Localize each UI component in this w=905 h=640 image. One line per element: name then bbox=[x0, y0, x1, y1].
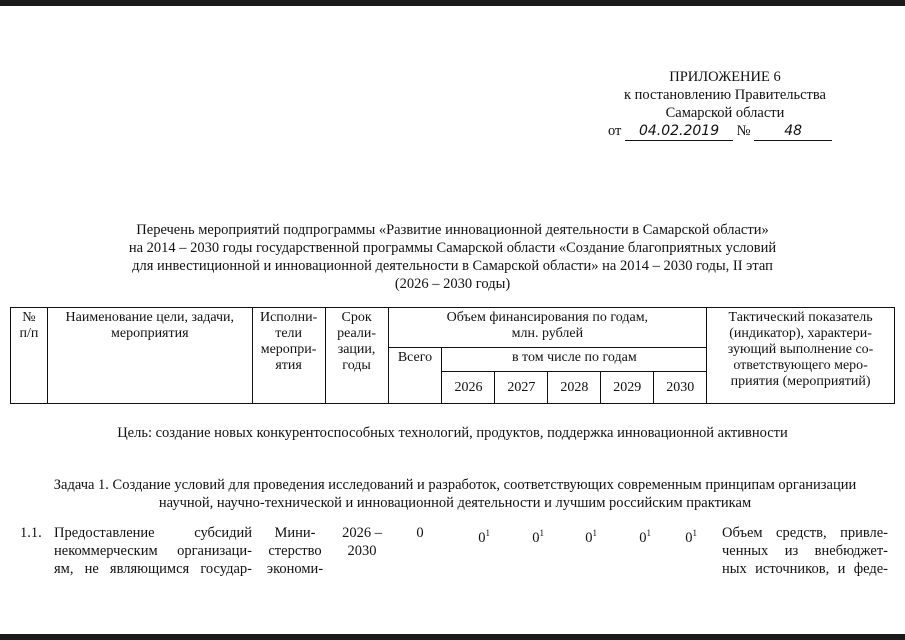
header-text: Исполни- bbox=[259, 310, 318, 325]
header-text: ятия bbox=[275, 358, 302, 373]
task-line: научной, научно-технической и инновационной деятельности и лучшим российским практикам bbox=[158, 495, 752, 511]
row-year-2028: $0^1$ bbox=[585, 528, 597, 546]
appendix-line2: к постановлению Правительства bbox=[624, 87, 826, 103]
from-label: от bbox=[608, 123, 622, 139]
row-executor bbox=[262, 524, 328, 578]
header-num bbox=[11, 308, 48, 404]
header-year: 2026 bbox=[442, 372, 495, 404]
row-year-2029: $0^1$ bbox=[639, 528, 651, 546]
row-name-line: некоммерческим организаци- bbox=[54, 543, 252, 559]
handwritten-number: 48 bbox=[754, 122, 832, 141]
header-name bbox=[47, 308, 252, 404]
handwritten-date: 04.02.2019 bbox=[625, 122, 733, 141]
row-name bbox=[54, 524, 252, 578]
header-year: 2027 bbox=[495, 372, 548, 404]
appendix-date-line bbox=[560, 122, 890, 141]
row-indicator-line: Объем средств, привле- bbox=[722, 525, 888, 541]
title-line: (2026 – 2030 годы) bbox=[394, 276, 511, 292]
header-text: меропри- bbox=[260, 342, 317, 357]
header-indicator bbox=[707, 308, 895, 404]
goal-statement: Цель: создание новых конкурентоспособных технологий, продуктов, поддержка инновационной активности bbox=[117, 425, 788, 441]
row-name-line: Предоставление субсидий bbox=[54, 525, 252, 541]
header-text: зации, bbox=[337, 342, 376, 357]
task-line: Задача 1. Создание условий для проведения исследований и разработок, соответствующих современным принципам организации bbox=[53, 477, 857, 493]
header-text: реали- bbox=[337, 326, 376, 341]
row-term-line: 2026 – bbox=[342, 525, 382, 541]
row-name-line: ям, не являющимся государ- bbox=[54, 561, 252, 577]
number-label: № bbox=[736, 123, 751, 139]
header-text: Наименование цели, задачи, bbox=[65, 310, 235, 325]
task-statement bbox=[25, 476, 885, 512]
appendix-line3: Самарской области bbox=[665, 105, 785, 121]
row-indicator bbox=[722, 524, 888, 578]
title-line: на 2014 – 2030 годы государственной программы Самарской области «Создание благоприятных условий bbox=[128, 240, 777, 256]
header-text: приятия (мероприятий) bbox=[730, 374, 871, 389]
header-text: ответствующего меро- bbox=[733, 358, 868, 373]
header-text: Срок bbox=[341, 310, 372, 325]
title-line: Перечень мероприятий подпрограммы «Развитие инновационной деятельности в Самарской области» bbox=[136, 222, 769, 238]
header-text: (индикатор), характери- bbox=[729, 326, 872, 341]
row-executor-line: Мини- bbox=[274, 525, 316, 541]
top-scan-border bbox=[0, 0, 905, 6]
row-year-2027: $0^1$ bbox=[532, 528, 544, 546]
header-text: тели bbox=[275, 326, 303, 341]
measures-table-header bbox=[10, 307, 895, 404]
row-executor-line: экономи- bbox=[266, 561, 324, 577]
header-year: 2030 bbox=[654, 372, 707, 404]
row-total: 0 bbox=[416, 525, 424, 541]
row-indicator-line: ных источников, и феде- bbox=[722, 561, 888, 577]
row-term bbox=[330, 524, 394, 560]
header-text: млн. рублей bbox=[511, 326, 584, 341]
header-text: зующий выполнение со- bbox=[727, 342, 874, 357]
header-year: 2028 bbox=[548, 372, 601, 404]
header-executors bbox=[252, 308, 325, 404]
header-incl-years: в том числе по годам bbox=[442, 348, 707, 372]
appendix-header bbox=[560, 68, 890, 141]
header-text: Объем финансирования по годам, bbox=[446, 310, 649, 325]
header-finance bbox=[388, 308, 707, 348]
row-year-2030: $0^1$ bbox=[685, 528, 697, 546]
header-text: годы bbox=[342, 358, 371, 373]
bottom-scan-border bbox=[0, 634, 905, 640]
row-executor-line: стерство bbox=[268, 543, 322, 559]
row-indicator-line: ченных из внебюджет- bbox=[722, 543, 888, 559]
row-number: 1.1. bbox=[20, 525, 42, 541]
document-title bbox=[90, 221, 815, 293]
header-text: мероприятия bbox=[111, 326, 189, 341]
header-text: № bbox=[22, 310, 36, 325]
header-text: п/п bbox=[19, 326, 39, 341]
title-line: для инвестиционной и инновационной деятельности в Самарской области» на 2014 – 2030 годы, II этап bbox=[132, 258, 773, 274]
appendix-title: ПРИЛОЖЕНИЕ 6 bbox=[669, 69, 781, 85]
header-total: Всего bbox=[388, 348, 442, 404]
header-text: Тактический показатель bbox=[728, 310, 873, 325]
row-term-line: 2030 bbox=[347, 543, 377, 559]
header-term bbox=[325, 308, 388, 404]
header-year: 2029 bbox=[601, 372, 654, 404]
row-year-2026: $0^1$ bbox=[478, 528, 490, 546]
